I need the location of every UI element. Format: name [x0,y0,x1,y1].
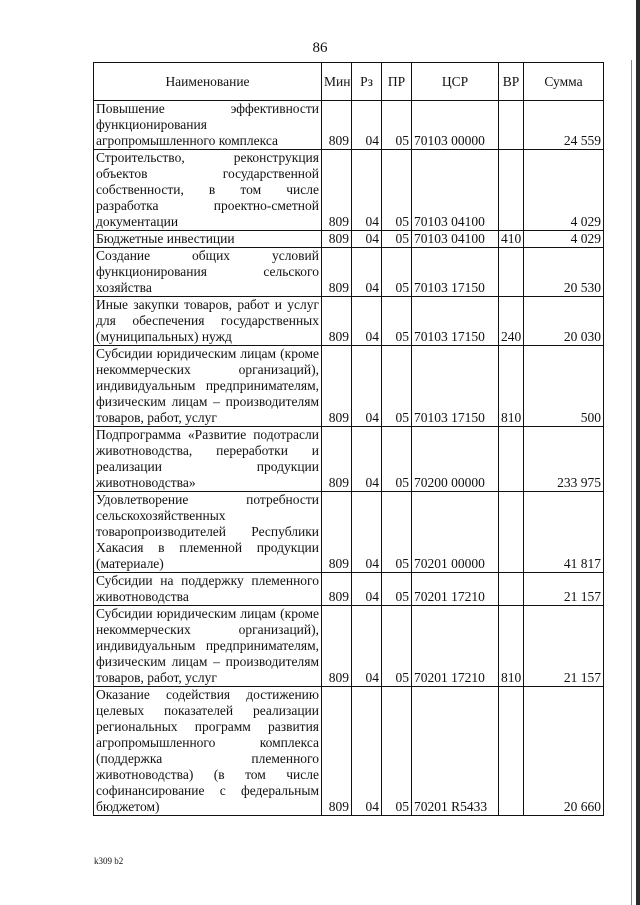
cell-pr: 05 [382,346,412,427]
cell-name: Бюджетные инвестиции [94,231,322,248]
cell-rz: 04 [352,687,382,816]
header-min: Мин [322,63,352,101]
cell-min: 809 [322,346,352,427]
header-name: Наименование [94,63,322,101]
cell-pr: 05 [382,297,412,346]
header-rz: Рз [352,63,382,101]
cell-csr: 70103 17150 [412,346,499,427]
cell-vr [499,248,524,297]
header-sum: Сумма [524,63,604,101]
cell-rz: 04 [352,492,382,573]
cell-sum: 21 157 [524,573,604,606]
cell-vr [499,687,524,816]
header-pr: ПР [382,63,412,101]
cell-min: 809 [322,606,352,687]
cell-min: 809 [322,231,352,248]
cell-vr [499,492,524,573]
cell-name: Удовлетворение потребности сельскохозяйственных товаропроизводителей Республики Хакасия в племенной продукции (материале) [94,492,322,573]
cell-sum: 20 030 [524,297,604,346]
cell-csr: 70103 17150 [412,248,499,297]
cell-rz: 04 [352,150,382,231]
cell-csr: 70200 00000 [412,427,499,492]
cell-sum: 41 817 [524,492,604,573]
cell-csr: 70201 17210 [412,573,499,606]
cell-pr: 05 [382,606,412,687]
page-number: 86 [312,40,328,56]
cell-pr: 05 [382,687,412,816]
cell-csr: 70103 04100 [412,150,499,231]
cell-min: 809 [322,101,352,150]
cell-rz: 04 [352,101,382,150]
cell-vr [499,150,524,231]
cell-min: 809 [322,573,352,606]
cell-min: 809 [322,427,352,492]
cell-rz: 04 [352,346,382,427]
cell-sum: 20 660 [524,687,604,816]
cell-csr: 70201 R5433 [412,687,499,816]
cell-pr: 05 [382,573,412,606]
cell-name: Субсидии юридическим лицам (кроме некоммерческих организаций), индивидуальным предпринимателям, физическим лицам – производителям товаров, работ, услуг [94,346,322,427]
cell-sum: 233 975 [524,427,604,492]
cell-pr: 05 [382,231,412,248]
cell-csr: 70201 00000 [412,492,499,573]
cell-rz: 04 [352,231,382,248]
cell-vr [499,101,524,150]
cell-csr: 70103 00000 [412,101,499,150]
cell-sum: 4 029 [524,150,604,231]
cell-sum: 20 530 [524,248,604,297]
cell-min: 809 [322,248,352,297]
cell-min: 809 [322,150,352,231]
cell-rz: 04 [352,248,382,297]
table-row [94,492,604,573]
header-csr: ЦСР [412,63,499,101]
table-row [94,101,604,150]
cell-csr: 70201 17210 [412,606,499,687]
cell-pr: 05 [382,101,412,150]
table-row [94,606,604,687]
cell-name: Подпрограмма «Развитие подотрасли животноводства, переработки и реализации продукции животноводства» [94,427,322,492]
cell-vr: 810 [499,606,524,687]
scan-edge [636,0,640,905]
cell-sum: 4 029 [524,231,604,248]
cell-name: Создание общих условий функционирования сельского хозяйства [94,248,322,297]
document-code: k309 b2 [94,856,124,866]
cell-vr: 810 [499,346,524,427]
table-row [94,231,604,248]
table-row [94,427,604,492]
table-row [94,248,604,297]
cell-name: Оказание содействия достижению целевых показателей реализации региональных программ развития агропромышленного комплекса (поддержка племенного животноводства) (в том числе софинансирование с федеральным бюджетом) [94,687,322,816]
cell-min: 809 [322,492,352,573]
cell-min: 809 [322,687,352,816]
table-row [94,346,604,427]
cell-min: 809 [322,297,352,346]
cell-name: Субсидии на поддержку племенного животноводства [94,573,322,606]
header-vr: ВР [499,63,524,101]
cell-vr: 410 [499,231,524,248]
table-row [94,297,604,346]
cell-pr: 05 [382,427,412,492]
cell-vr [499,573,524,606]
table-row [94,573,604,606]
cell-sum: 21 157 [524,606,604,687]
cell-csr: 70103 04100 [412,231,499,248]
cell-name: Строительство, реконструкция объектов государственной собственности, в том числе разработка проектно-сметной документации [94,150,322,231]
cell-rz: 04 [352,427,382,492]
scan-edge-line [631,60,632,905]
cell-pr: 05 [382,248,412,297]
cell-vr [499,427,524,492]
cell-sum: 24 559 [524,101,604,150]
budget-table [93,62,604,816]
table-header-row [94,63,604,101]
cell-sum: 500 [524,346,604,427]
table-row [94,150,604,231]
cell-rz: 04 [352,573,382,606]
cell-name: Повышение эффективности функционирования агропромышленного комплекса [94,101,322,150]
cell-name: Субсидии юридическим лицам (кроме некоммерческих организаций), индивидуальным предпринимателям, физическим лицам – производителям товаров, работ, услуг [94,606,322,687]
cell-rz: 04 [352,606,382,687]
table-row [94,687,604,816]
cell-name: Иные закупки товаров, работ и услуг для обеспечения государственных (муниципальных) нужд [94,297,322,346]
cell-csr: 70103 17150 [412,297,499,346]
cell-vr: 240 [499,297,524,346]
cell-pr: 05 [382,492,412,573]
cell-rz: 04 [352,297,382,346]
cell-pr: 05 [382,150,412,231]
